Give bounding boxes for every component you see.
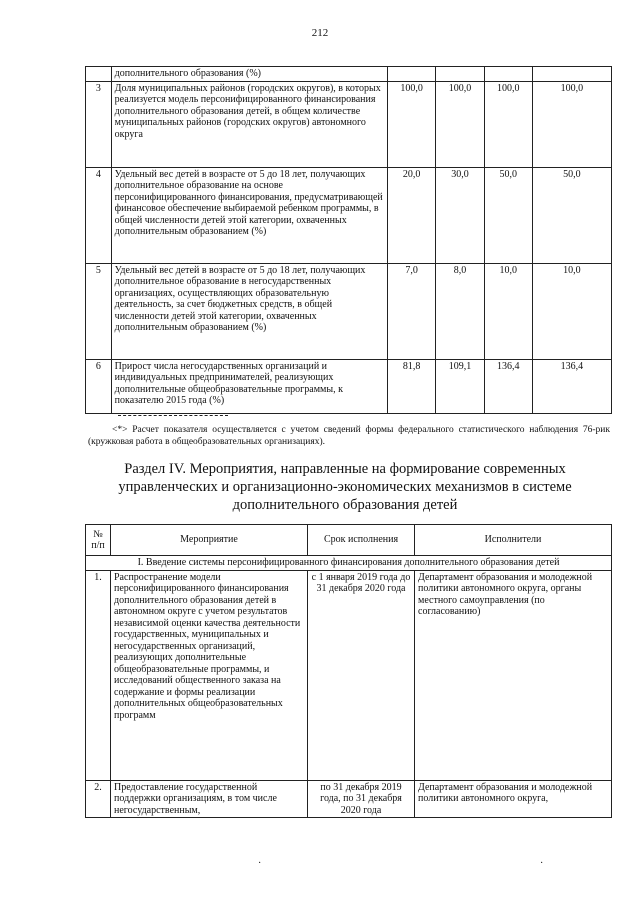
header-executors: Исполнители: [415, 525, 612, 556]
section-heading: Раздел IV. Мероприятия, направленные на формирование современных управленческих и организационно-экономических механизмов в системе дополнительного образования детей: [118, 461, 572, 513]
table-row: [86, 570, 612, 780]
indicator-value: [436, 67, 484, 82]
measure-text: Распространение модели персонифицированного финансирования дополнительного образования детей в автономном округе с учетом результатов независимой оценки качества деятельности государственных, муниципальных и негосударственных организаций, реализующих дополнительные общеобразовательные программы, и исследований общественного заказа на содержание и формы реализации дополнительных общеобразовательных программ: [111, 570, 308, 780]
indicator-description: Доля муниципальных районов (городских округов), в которых реализуется модель персонифицированного финансирования дополнительного образования детей, в общем количестве муниципальных районов (городских округов) автономного округа: [111, 81, 387, 167]
indicator-value: 100,0: [532, 81, 611, 167]
group-title: I. Введение системы персонифицированного финансирования дополнительного образования детей: [86, 556, 612, 571]
table-row: [86, 81, 612, 167]
indicator-value: 8,0: [436, 263, 484, 359]
indicator-value: 10,0: [532, 263, 611, 359]
header-num: № п/п: [86, 525, 111, 556]
table-row: [86, 263, 612, 359]
indicator-value: 20,0: [388, 167, 436, 263]
indicator-description: Удельный вес детей в возрасте от 5 до 18 лет, получающих дополнительное образование на основе персонифицированного финансирования, предусматривающей финансовое обеспечение выбираемой ребенком программы, в общей численности детей этой категории, охваченных дополнительным образованием (%): [111, 167, 387, 263]
row-number: 6: [86, 359, 112, 413]
row-number: 1.: [86, 570, 111, 780]
indicator-description: Прирост числа негосударственных организаций и индивидуальных предпринимателей, реализующих дополнительные общеобразовательные программы, к показателю 2015 года (%): [111, 359, 387, 413]
measure-text: Предоставление государственной поддержки организациям, в том числе негосударственным,: [111, 780, 308, 818]
indicator-value: 81,8: [388, 359, 436, 413]
row-number: 4: [86, 167, 112, 263]
deadline-text: с 1 января 2019 года до 31 декабря 2020 года: [308, 570, 415, 780]
indicator-value: 50,0: [532, 167, 611, 263]
indicator-value: [388, 67, 436, 82]
indicator-value: [532, 67, 611, 82]
indicator-value: 10,0: [484, 263, 532, 359]
indicator-value: 100,0: [484, 81, 532, 167]
table-row: [86, 780, 612, 818]
row-number: [86, 67, 112, 82]
table-row: [86, 359, 612, 413]
table-header-row: [86, 525, 612, 556]
indicator-value: 100,0: [388, 81, 436, 167]
indicator-description: дополнительного образования (%): [111, 67, 387, 82]
table-group-row: [86, 556, 612, 571]
table-row: [86, 67, 612, 82]
indicator-description: Удельный вес детей в возрасте от 5 до 18 лет, получающих дополнительное образование в негосударственных организациях, осуществляющих образовательную деятельность, за счет бюджетных средств, в общей численности детей этой категории, охваченных дополнительным образованием (%): [111, 263, 387, 359]
footnote-divider: [118, 415, 228, 416]
footnote: <*> Расчет показателя осуществляется с учетом сведений формы федерального статистического наблюдения 76-рик (кружковая работа в общеобразовательных организациях).: [88, 425, 610, 447]
indicator-value: 136,4: [532, 359, 611, 413]
indicator-value: 7,0: [388, 263, 436, 359]
scan-mark: ·: [258, 858, 262, 869]
row-number: 3: [86, 81, 112, 167]
executors-text: Департамент образования и молодежной политики автономного округа,: [415, 780, 612, 818]
header-deadline: Срок исполнения: [308, 525, 415, 556]
header-measure: Мероприятие: [111, 525, 308, 556]
row-number: 2.: [86, 780, 111, 818]
row-number: 5: [86, 263, 112, 359]
table-row: [86, 167, 612, 263]
indicator-value: [484, 67, 532, 82]
page-number: 212: [311, 27, 329, 39]
indicators-table: [85, 66, 612, 414]
deadline-text: по 31 декабря 2019 года, по 31 декабря 2020 года: [308, 780, 415, 818]
indicator-value: 100,0: [436, 81, 484, 167]
indicator-value: 136,4: [484, 359, 532, 413]
indicator-value: 109,1: [436, 359, 484, 413]
indicator-value: 50,0: [484, 167, 532, 263]
indicator-value: 30,0: [436, 167, 484, 263]
executors-text: Департамент образования и молодежной политики автономного округа, органы местного самоуправления (по согласованию): [415, 570, 612, 780]
measures-table: [85, 524, 612, 818]
scan-mark: ·: [540, 858, 544, 869]
